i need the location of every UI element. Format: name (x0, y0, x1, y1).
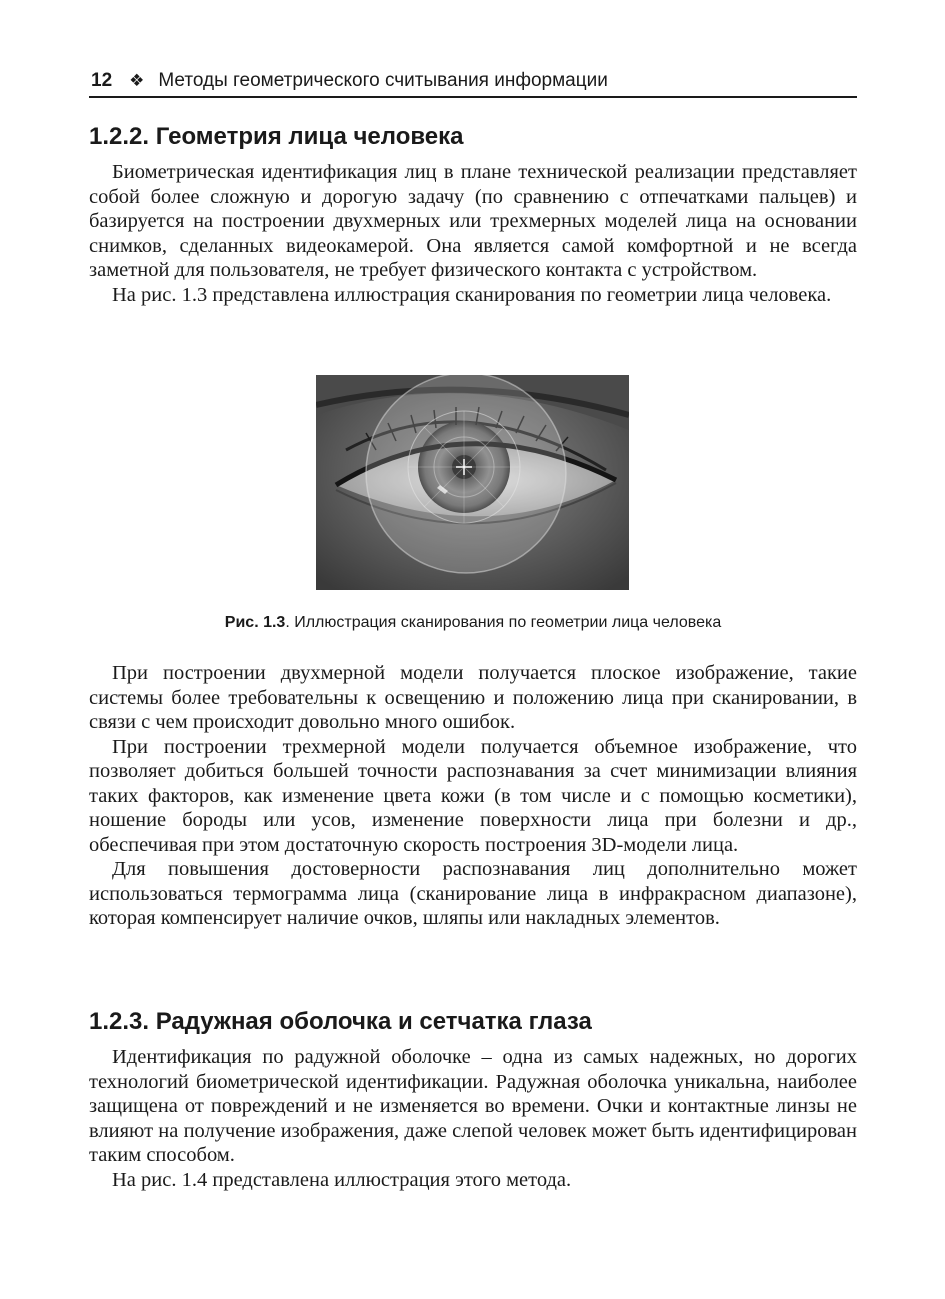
section2-body (89, 1045, 857, 1192)
ornament-icon: ❖ (129, 71, 145, 90)
section-heading-iris-retina: 1.2.3. Радужная оболочка и сетчатка глаза (89, 1008, 592, 1035)
paragraph: Для повышения достоверности распознавания лиц дополнительно может использоваться термограмма лица (сканирование лица в инфракрасном диапазоне), которая компенсирует наличие очков, шляпы или накладных элементов. (89, 858, 857, 929)
section1-continued-body (89, 661, 857, 931)
paragraph: При построении трехмерной модели получается объемное изображение, что позволяет добиться большей точности распознавания за счет минимизации влияния таких факторов, как изменение цвета кожи (в том числе и с помощью косметики), ношение бороды или усов, изменение поверхности лица при болезни и др., обеспечивая при этом достаточную скорость построения 3D-модели лица. (89, 735, 857, 856)
section-heading-face-geometry: 1.2.2. Геометрия лица человека (89, 123, 464, 150)
running-header (89, 68, 857, 98)
running-title: Методы геометрического считывания информации (158, 70, 608, 91)
paragraph: При построении двухмерной модели получается плоское изображение, такие системы более требовательны к освещению и положению лица при сканировании, в связи с чем происходит довольно много ошибок. (89, 662, 857, 733)
eye-scan-illustration (316, 375, 629, 590)
section1-body (89, 160, 857, 307)
figure-caption (89, 612, 857, 634)
paragraph: На рис. 1.3 представлена иллюстрация сканирования по геометрии лица человека. (112, 283, 832, 306)
paragraph: Биометрическая идентификация лиц в плане технической реализации представляет собой более сложную и дорогую задачу (по сравнению с отпечатками пальцев) и базируется на построении двухмерных или трехмерных моделей лица на основании снимков, сделанных видеокамерой. Она является самой комфортной и не всегда заметной для пользователя, не требует физического контакта с устройством. (89, 161, 857, 281)
caption-label: Рис. 1.3 (224, 614, 286, 631)
caption-text: . Иллюстрация сканирования по геометрии лица человека (285, 614, 722, 631)
paragraph: Идентификация по радужной оболочке – одна из самых надежных, но дорогих технологий биометрической идентификации. Радужная оболочка уникальна, наиболее защищена от повреждений и не изменяется во времени. Очки и контактные линзы не влияют на получение изображения, даже слепой человек может быть идентифицирован таким способом. (89, 1046, 857, 1166)
eye-scan-figure (316, 375, 629, 590)
paragraph: На рис. 1.4 представлена иллюстрация этого метода. (112, 1168, 572, 1191)
page-number: 12 (91, 70, 113, 91)
